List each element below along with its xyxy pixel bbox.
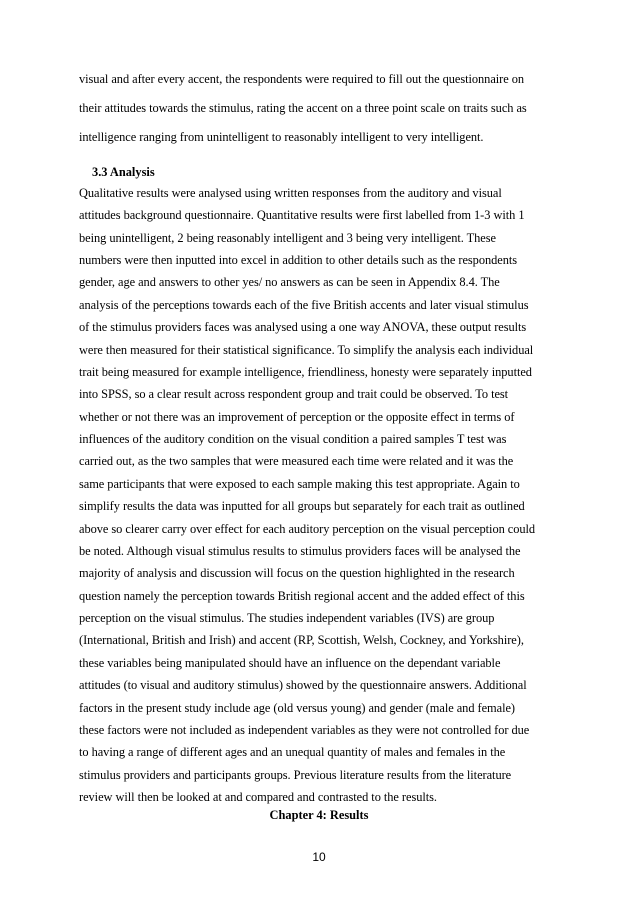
body-text-line: whether or not there was an improvement of perception or the opposite effect in terms of bbox=[79, 410, 515, 424]
body-text-line: visual and after every accent, the respondents were required to fill out the questionnaire on bbox=[79, 72, 525, 86]
chapter-heading: Chapter 4: Results bbox=[269, 808, 369, 822]
section-heading: 3.3 Analysis bbox=[92, 165, 155, 179]
body-text-line: their attitudes towards the stimulus, rating the accent on a three point scale on traits such as bbox=[79, 101, 527, 115]
body-text-line: intelligence ranging from unintelligent to reasonably intelligent to very intelligent. bbox=[79, 130, 484, 144]
body-text-line: trait being measured for example intelligence, friendliness, honesty were separately inputted bbox=[79, 365, 532, 379]
body-text-line: into SPSS, so a clear result across respondent group and trait could be observed. To test bbox=[79, 387, 509, 401]
body-text-line: question namely the perception towards British regional accent and the added effect of this bbox=[79, 589, 525, 603]
body-text-line: (International, British and Irish) and accent (RP, Scottish, Welsh, Cockney, and Yorkshire), bbox=[79, 633, 524, 647]
body-text-line: factors in the present study include age (old versus young) and gender (male and female) bbox=[79, 701, 516, 715]
body-text-line: majority of analysis and discussion will focus on the question highlighted in the research bbox=[79, 566, 515, 580]
body-text-line: of the stimulus providers faces was analysed using a one way ANOVA, these output results bbox=[79, 320, 527, 334]
body-text-line: same participants that were exposed to each sample making this test appropriate. Again to bbox=[79, 477, 520, 491]
body-text-line: gender, age and answers to other yes/ no answers as can be seen in Appendix 8.4. The bbox=[79, 275, 500, 289]
body-text-line: attitudes (to visual and auditory stimulus) showed by the questionnaire answers. Additional bbox=[79, 678, 527, 692]
body-text-line: perception on the visual stimulus. The studies independent variables (IVS) are group bbox=[79, 611, 495, 625]
body-text-line: attitudes background questionnaire. Quantitative results were first labelled from 1-3 with 1 bbox=[79, 208, 525, 222]
body-text-line: carried out, as the two samples that were measured each time were related and it was the bbox=[79, 454, 514, 468]
body-text-line: be noted. Although visual stimulus results to stimulus providers faces will be analysed the bbox=[79, 544, 521, 558]
body-text-line: stimulus providers and participants groups. Previous literature results from the literature bbox=[79, 768, 512, 782]
body-text-line: Qualitative results were analysed using written responses from the auditory and visual bbox=[79, 186, 502, 200]
body-text-line: to having a range of different ages and an unequal quantity of males and females in the bbox=[79, 745, 506, 759]
body-text-line: these factors were not included as independent variables as they were not controlled for due bbox=[79, 723, 530, 737]
body-text-line: above so clearer carry over effect for each auditory perception on the visual perception could bbox=[79, 522, 536, 536]
body-text-line: review will then be looked at and compared and contrasted to the results. bbox=[79, 790, 437, 804]
body-text-line: influences of the auditory condition on the visual condition a paired samples T test was bbox=[79, 432, 507, 446]
body-text-line: being unintelligent, 2 being reasonably intelligent and 3 being very intelligent. These bbox=[79, 231, 496, 245]
body-text-line: these variables being manipulated should have an influence on the dependant variable bbox=[79, 656, 501, 670]
body-text-line: were then measured for their statistical significance. To simplify the analysis each individual bbox=[79, 343, 534, 357]
body-text-line: numbers were then inputted into excel in addition to other details such as the respondents bbox=[79, 253, 518, 267]
body-text-line: analysis of the perceptions towards each of the five British accents and later visual stimulus bbox=[79, 298, 529, 312]
body-text-line: simplify results the data was inputted for all groups but separately for each trait as outlined bbox=[79, 499, 525, 513]
page-number: 10 bbox=[312, 850, 326, 864]
